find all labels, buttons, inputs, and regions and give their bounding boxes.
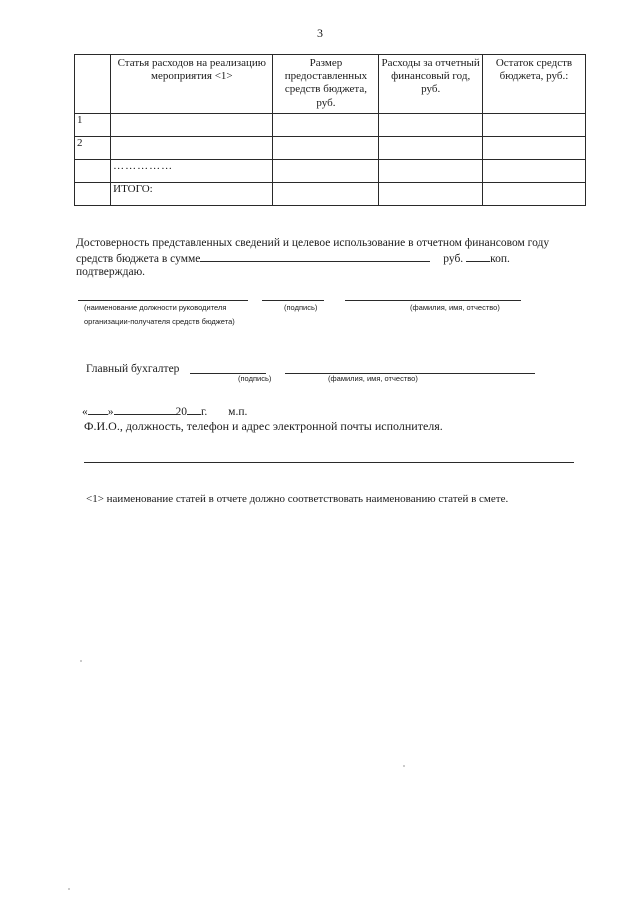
row-number (75, 160, 111, 183)
chief-signature-caption: (подпись) (238, 374, 272, 383)
amount-label: средств бюджета в сумме (76, 252, 201, 265)
head-signature-caption: (подпись) (284, 303, 318, 312)
table-row (75, 114, 586, 137)
total-label: ИТОГО: (111, 183, 273, 206)
open-quote: « (82, 406, 88, 418)
row-cell (482, 183, 585, 206)
head-position-caption-2: организации-получателя средств бюджета) (84, 317, 235, 326)
certification-line-3: подтверждаю. (76, 266, 146, 278)
month-field[interactable] (114, 404, 176, 415)
table-header-row (75, 55, 586, 114)
scan-artifact (403, 765, 405, 767)
year-suffix: г. (201, 406, 208, 418)
amount-field[interactable] (200, 251, 430, 262)
row-cell (273, 183, 379, 206)
head-name-caption: (фамилия, имя, отчество) (410, 303, 500, 312)
certification-line-2 (76, 251, 586, 267)
header-funds-provided: Размер предоставленных средств бюджета, руб. (273, 55, 379, 114)
head-position-caption-1: (наименование должности руководителя (84, 303, 227, 312)
certification-line-1: Достоверность представленных сведений и целевое использование в отчетном финансовом году (76, 237, 550, 249)
row-number (75, 183, 111, 206)
header-balance: Остаток средств бюджета, руб.: (482, 55, 585, 114)
chief-accountant-label: Главный бухгалтер (86, 363, 180, 375)
row-number: 1 (75, 114, 111, 137)
row-cell (482, 160, 585, 183)
year-prefix: 20 (175, 406, 187, 418)
row-item (111, 114, 273, 137)
table-row (75, 137, 586, 160)
row-cell (379, 160, 483, 183)
head-position-field[interactable] (78, 300, 248, 301)
table-total-row (75, 183, 586, 206)
scan-artifact (68, 888, 70, 890)
scan-artifact (80, 660, 82, 662)
chief-name-caption: (фамилия, имя, отчество) (328, 374, 418, 383)
row-cell (379, 114, 483, 137)
row-cell (273, 114, 379, 137)
day-field[interactable] (88, 404, 108, 415)
row-cell (482, 137, 585, 160)
row-item (111, 137, 273, 160)
close-quote: » (107, 406, 114, 418)
rub-label: руб. (443, 252, 464, 265)
year-field[interactable] (187, 404, 201, 415)
row-cell (379, 183, 483, 206)
row-item: …………… (111, 160, 273, 183)
row-cell (273, 137, 379, 160)
certification-paragraph (76, 237, 586, 280)
executor-info: Ф.И.О., должность, телефон и адрес электронной почты исполнителя. (84, 419, 443, 433)
expense-report-table (74, 54, 586, 206)
header-number (75, 55, 111, 114)
row-cell (379, 137, 483, 160)
stamp-place: м.п. (228, 406, 248, 418)
row-number: 2 (75, 137, 111, 160)
header-expenses-year: Расходы за отчетный финансовый год, руб. (379, 55, 483, 114)
row-cell (273, 160, 379, 183)
date-line (82, 404, 247, 418)
executor-field[interactable] (84, 462, 574, 463)
table-row (75, 160, 586, 183)
kop-label: коп. (490, 252, 510, 265)
footnote: <1> наименование статей в отчете должно соответствовать наименованию статей в смете. (86, 493, 509, 505)
row-cell (482, 114, 585, 137)
page-number: 3 (317, 26, 323, 40)
kop-field[interactable] (466, 251, 490, 262)
head-signature-field[interactable] (262, 300, 324, 301)
header-expense-item: Статья расходов на реализацию мероприятия <1> (111, 55, 273, 114)
head-name-field[interactable] (345, 300, 521, 301)
